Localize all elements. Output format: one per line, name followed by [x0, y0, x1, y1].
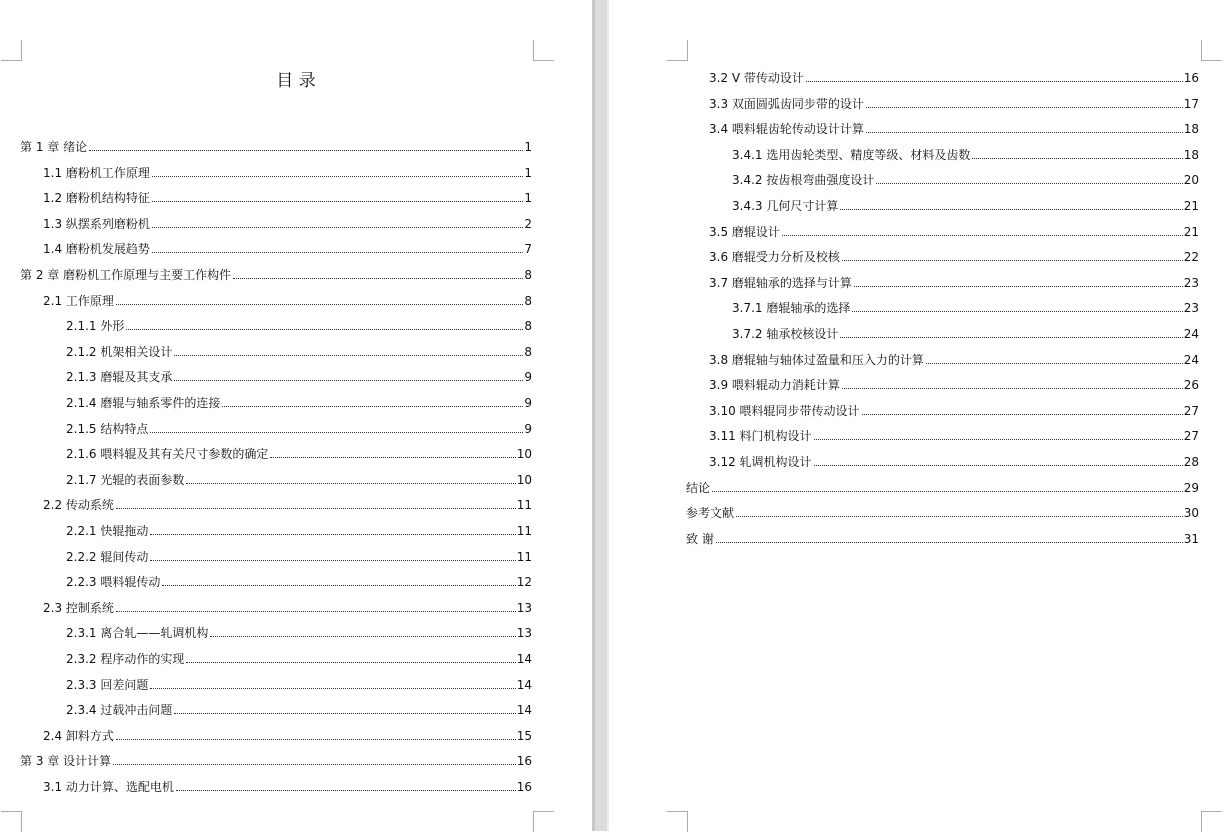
toc-entry-page-number: 18 — [1183, 148, 1199, 162]
toc-entry[interactable] — [20, 132, 532, 154]
toc-entry-page-number: 8 — [524, 268, 532, 282]
toc-entry-title: 1.1 磨粉机工作原理 — [43, 166, 150, 180]
toc-entry-title: 3.7 磨辊轴承的选择与计算 — [709, 276, 852, 290]
toc-dot-leader — [116, 611, 516, 612]
toc-entry[interactable] — [66, 439, 532, 461]
toc-entry-page-number: 22 — [1183, 250, 1199, 264]
toc-dot-leader — [842, 388, 1183, 389]
toc-entry-page-number: 23 — [1183, 301, 1199, 315]
toc-entry[interactable] — [709, 421, 1199, 443]
toc-entry[interactable] — [686, 524, 1199, 546]
toc-dot-leader — [854, 286, 1183, 287]
toc-entry-title: 致 谢 — [686, 532, 714, 546]
toc-entry-page-number: 1 — [524, 166, 532, 180]
toc-entry-title: 1.2 磨粉机结构特征 — [43, 191, 150, 205]
toc-entry-page-number: 16 — [516, 754, 532, 768]
toc-entry-page-number: 24 — [1183, 327, 1199, 341]
toc-entry[interactable] — [43, 234, 532, 256]
toc-entry[interactable] — [43, 490, 532, 512]
toc-dot-leader — [89, 150, 523, 151]
toc-entry-title: 3.4.3 几何尺寸计算 — [732, 199, 839, 213]
toc-list-right — [609, 0, 1227, 831]
toc-entry[interactable] — [43, 286, 532, 308]
toc-entry-page-number: 21 — [1183, 225, 1199, 239]
toc-entry-title: 2.1.4 磨辊与轴系零件的连接 — [66, 396, 221, 410]
toc-dot-leader — [174, 713, 515, 714]
toc-entry[interactable] — [43, 183, 532, 205]
toc-entry-title: 2.2 传动系统 — [43, 498, 114, 512]
toc-entry[interactable] — [686, 498, 1199, 520]
toc-entry-page-number: 21 — [1183, 199, 1199, 213]
toc-entry[interactable] — [66, 542, 532, 564]
toc-entry[interactable] — [66, 695, 532, 717]
toc-entry-title: 3.1 动力计算、选配电机 — [43, 780, 174, 794]
toc-entry-title: 2.2.1 快辊拖动 — [66, 524, 149, 538]
toc-title: 目 录 — [276, 71, 316, 91]
toc-entry-page-number: 8 — [524, 319, 532, 333]
toc-entry[interactable] — [709, 345, 1199, 367]
toc-entry[interactable] — [732, 293, 1199, 315]
toc-entry-page-number: 9 — [524, 422, 532, 436]
toc-entry-title: 3.4.2 按齿根弯曲强度设计 — [732, 173, 875, 187]
toc-dot-leader — [814, 465, 1183, 466]
toc-entry[interactable] — [66, 414, 532, 436]
toc-entry-page-number: 14 — [516, 652, 532, 666]
toc-entry-page-number: 11 — [516, 524, 532, 538]
toc-entry-title: 结论 — [686, 481, 711, 495]
toc-dot-leader — [150, 560, 515, 561]
toc-dot-leader — [814, 439, 1183, 440]
toc-entry-title: 3.5 磨辊设计 — [709, 225, 780, 239]
toc-entry-title: 2.3.3 回差问题 — [66, 678, 149, 692]
toc-entry[interactable] — [709, 447, 1199, 469]
toc-entry-page-number: 7 — [524, 242, 532, 256]
toc-dot-leader — [150, 688, 515, 689]
toc-dot-leader — [150, 534, 515, 535]
toc-entry-title: 3.2 V 带传动设计 — [709, 71, 804, 85]
toc-entry[interactable] — [709, 114, 1199, 136]
toc-entry[interactable] — [732, 165, 1199, 187]
toc-dot-leader — [210, 636, 515, 637]
toc-entry-title: 参考文献 — [686, 506, 735, 520]
toc-entry-title: 3.6 磨辊受力分析及校核 — [709, 250, 840, 264]
toc-entry[interactable] — [709, 217, 1199, 239]
toc-entry[interactable] — [732, 140, 1199, 162]
toc-entry-page-number: 29 — [1183, 481, 1199, 495]
toc-entry[interactable] — [66, 618, 532, 640]
toc-entry[interactable] — [709, 268, 1199, 290]
toc-dot-leader — [186, 662, 515, 663]
toc-entry-page-number: 9 — [524, 370, 532, 384]
toc-entry-page-number: 31 — [1183, 532, 1199, 546]
toc-entry-page-number: 13 — [516, 601, 532, 615]
toc-entry-page-number: 10 — [516, 473, 532, 487]
toc-entry[interactable] — [709, 242, 1199, 264]
toc-dot-leader — [116, 304, 523, 305]
toc-entry-page-number: 20 — [1183, 173, 1199, 187]
toc-entry-title: 2.3 控制系统 — [43, 601, 114, 615]
toc-entry-title: 2.1.2 机架相关设计 — [66, 345, 173, 359]
toc-entry-page-number: 8 — [524, 294, 532, 308]
toc-dot-leader — [866, 132, 1183, 133]
toc-dot-leader — [736, 516, 1183, 517]
toc-dot-leader — [174, 355, 523, 356]
toc-entry-title: 2.1.1 外形 — [66, 319, 125, 333]
toc-entry[interactable] — [66, 516, 532, 538]
toc-dot-leader — [116, 739, 516, 740]
toc-dot-leader — [806, 81, 1183, 82]
toc-list-left — [0, 0, 592, 831]
toc-dot-leader — [233, 278, 523, 279]
toc-entry-title: 1.3 纵摆系列磨粉机 — [43, 217, 150, 231]
toc-entry-title: 2.1 工作原理 — [43, 294, 114, 308]
toc-entry[interactable] — [66, 337, 532, 359]
toc-entry-page-number: 26 — [1183, 378, 1199, 392]
page-gutter — [592, 0, 609, 831]
toc-entry-page-number: 23 — [1183, 276, 1199, 290]
toc-dot-leader — [222, 406, 523, 407]
toc-entry-title: 2.1.5 结构特点 — [66, 422, 149, 436]
toc-entry[interactable] — [66, 311, 532, 333]
toc-dot-leader — [852, 311, 1182, 312]
toc-entry-title: 1.4 磨粉机发展趋势 — [43, 242, 150, 256]
toc-entry-title: 第 1 章 绪论 — [20, 140, 88, 154]
document-page-left — [0, 0, 592, 831]
toc-entry-title: 3.8 磨辊轴与轴体过盈量和压入力的计算 — [709, 353, 924, 367]
toc-entry[interactable] — [43, 772, 532, 794]
toc-entry-page-number: 14 — [516, 703, 532, 717]
toc-entry-title: 3.4.1 选用齿轮类型、精度等级、材料及齿数 — [732, 148, 971, 162]
toc-dot-leader — [842, 260, 1183, 261]
toc-dot-leader — [270, 457, 515, 458]
toc-dot-leader — [876, 183, 1182, 184]
toc-entry[interactable] — [686, 473, 1199, 495]
toc-entry[interactable] — [43, 721, 532, 743]
toc-entry[interactable] — [20, 260, 532, 282]
toc-entry-page-number: 18 — [1183, 122, 1199, 136]
toc-entry-title: 3.4 喂料辊齿轮传动设计计算 — [709, 122, 864, 136]
toc-dot-leader — [126, 329, 523, 330]
toc-entry-page-number: 11 — [516, 498, 532, 512]
toc-entry-page-number: 27 — [1183, 429, 1199, 443]
toc-entry[interactable] — [709, 370, 1199, 392]
toc-dot-leader — [186, 483, 515, 484]
toc-entry-page-number: 30 — [1183, 506, 1199, 520]
toc-entry[interactable] — [709, 89, 1199, 111]
toc-dot-leader — [162, 585, 515, 586]
toc-entry-page-number: 9 — [524, 396, 532, 410]
toc-entry[interactable] — [66, 388, 532, 410]
toc-dot-leader — [152, 176, 523, 177]
toc-entry-title: 2.2.3 喂料辊传动 — [66, 575, 161, 589]
document-page-right — [609, 0, 1227, 831]
toc-entry-title: 3.12 轧调机构设计 — [709, 455, 812, 469]
toc-entry-title: 3.3 双面圆弧齿同步带的设计 — [709, 97, 864, 111]
toc-dot-leader — [782, 235, 1183, 236]
toc-dot-leader — [716, 542, 1183, 543]
toc-entry[interactable] — [43, 593, 532, 615]
toc-dot-leader — [174, 380, 523, 381]
toc-entry-title: 3.7.2 轴承校核设计 — [732, 327, 839, 341]
toc-entry[interactable] — [66, 644, 532, 666]
toc-entry-title: 3.7.1 磨辊轴承的选择 — [732, 301, 851, 315]
toc-dot-leader — [712, 491, 1183, 492]
toc-entry-page-number: 13 — [516, 626, 532, 640]
toc-dot-leader — [972, 158, 1182, 159]
toc-dot-leader — [862, 414, 1183, 415]
toc-dot-leader — [176, 790, 516, 791]
toc-dot-leader — [840, 209, 1182, 210]
toc-entry[interactable] — [66, 465, 532, 487]
toc-entry-title: 2.4 卸料方式 — [43, 729, 114, 743]
toc-entry-title: 第 3 章 设计计算 — [20, 754, 112, 768]
toc-entry-title: 2.1.6 喂料辊及其有关尺寸参数的确定 — [66, 447, 269, 461]
toc-entry[interactable] — [709, 63, 1199, 85]
toc-entry-title: 3.9 喂料辊动力消耗计算 — [709, 378, 840, 392]
toc-entry-page-number: 11 — [516, 550, 532, 564]
toc-entry[interactable] — [66, 567, 532, 589]
toc-dot-leader — [840, 337, 1182, 338]
toc-entry-title: 第 2 章 磨粉机工作原理与主要工作构件 — [20, 268, 232, 282]
toc-entry-page-number: 12 — [516, 575, 532, 589]
toc-entry-title: 2.2.2 辊间传动 — [66, 550, 149, 564]
toc-entry-page-number: 28 — [1183, 455, 1199, 469]
toc-entry-page-number: 16 — [516, 780, 532, 794]
toc-dot-leader — [116, 508, 516, 509]
toc-entry-title: 2.1.7 光辊的表面参数 — [66, 473, 185, 487]
toc-entry[interactable] — [66, 362, 532, 384]
toc-entry-title: 3.10 喂料辊同步带传动设计 — [709, 404, 860, 418]
toc-entry-page-number: 24 — [1183, 353, 1199, 367]
toc-dot-leader — [150, 432, 523, 433]
toc-entry-title: 2.3.2 程序动作的实现 — [66, 652, 185, 666]
toc-entry[interactable] — [732, 319, 1199, 341]
toc-entry[interactable] — [66, 670, 532, 692]
toc-entry-page-number: 14 — [516, 678, 532, 692]
toc-entry[interactable] — [43, 209, 532, 231]
toc-entry-title: 3.11 料门机构设计 — [709, 429, 812, 443]
toc-entry-page-number: 1 — [524, 191, 532, 205]
toc-dot-leader — [152, 201, 523, 202]
toc-entry-page-number: 27 — [1183, 404, 1199, 418]
toc-dot-leader — [926, 363, 1183, 364]
toc-dot-leader — [152, 227, 523, 228]
toc-entry[interactable] — [20, 746, 532, 768]
toc-entry-page-number: 17 — [1183, 97, 1199, 111]
toc-dot-leader — [113, 764, 516, 765]
toc-entry-page-number: 1 — [524, 140, 532, 154]
toc-entry[interactable] — [732, 191, 1199, 213]
toc-entry[interactable] — [43, 158, 532, 180]
toc-entry-page-number: 10 — [516, 447, 532, 461]
toc-entry-page-number: 8 — [524, 345, 532, 359]
toc-dot-leader — [866, 107, 1183, 108]
toc-entry-title: 2.3.1 离合轧——轧调机构 — [66, 626, 209, 640]
toc-entry[interactable] — [709, 396, 1199, 418]
toc-dot-leader — [152, 252, 523, 253]
toc-entry-title: 2.3.4 过载冲击问题 — [66, 703, 173, 717]
toc-entry-page-number: 16 — [1183, 71, 1199, 85]
toc-entry-page-number: 15 — [516, 729, 532, 743]
toc-entry-page-number: 2 — [524, 217, 532, 231]
toc-entry-title: 2.1.3 磨辊及其支承 — [66, 370, 173, 384]
